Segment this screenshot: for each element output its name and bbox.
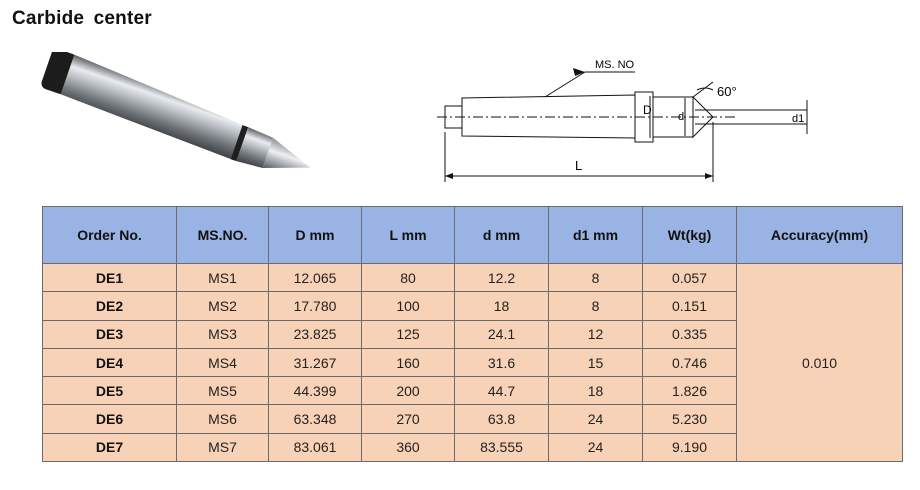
cell-d1: 15 [549, 348, 643, 376]
spec-table [42, 206, 903, 462]
cell-ms-no: MS7 [177, 433, 269, 461]
cell-wt: 1.826 [643, 377, 737, 405]
cell-d: 31.267 [269, 348, 362, 376]
cell-ms-no: MS2 [177, 292, 269, 320]
cell-d: 83.061 [269, 433, 362, 461]
cell-l: 270 [362, 405, 455, 433]
label-angle: 60° [717, 84, 737, 99]
cell-ms-no: MS1 [177, 264, 269, 292]
header-ms-no: MS.NO. [177, 207, 269, 264]
cell-d1: 18 [549, 377, 643, 405]
technical-drawing [435, 52, 815, 192]
cell-ms-no: MS3 [177, 320, 269, 348]
cell-order-no: DE7 [43, 433, 177, 461]
cell-d: 12.065 [269, 264, 362, 292]
cell-small-d: 18 [455, 292, 549, 320]
carbide-center-photo [28, 52, 348, 192]
cell-wt: 0.335 [643, 320, 737, 348]
cell-wt: 5.230 [643, 405, 737, 433]
header-order-no: Order No. [43, 207, 177, 264]
cell-d1: 8 [549, 264, 643, 292]
label-d1: d1 [792, 113, 805, 125]
cell-order-no: DE3 [43, 320, 177, 348]
page-title: Carbide center [12, 8, 152, 29]
cell-l: 125 [362, 320, 455, 348]
cell-ms-no: MS5 [177, 377, 269, 405]
cell-order-no: DE6 [43, 405, 177, 433]
cell-d1: 8 [549, 292, 643, 320]
cell-l: 100 [362, 292, 455, 320]
cell-d1: 12 [549, 320, 643, 348]
cell-small-d: 12.2 [455, 264, 549, 292]
table-row [43, 264, 903, 292]
cell-order-no: DE1 [43, 264, 177, 292]
cell-small-d: 63.8 [455, 405, 549, 433]
cell-small-d: 31.6 [455, 348, 549, 376]
cell-order-no: DE5 [43, 377, 177, 405]
header-accuracy: Accuracy(mm) [737, 207, 903, 264]
cell-l: 360 [362, 433, 455, 461]
cell-d: 23.825 [269, 320, 362, 348]
cell-d: 63.348 [269, 405, 362, 433]
label-d: d [678, 111, 685, 123]
header-small-d-mm: d mm [455, 207, 549, 264]
cell-d1: 24 [549, 405, 643, 433]
cell-order-no: DE4 [43, 348, 177, 376]
cell-accuracy: 0.010 [737, 264, 903, 462]
cell-wt: 0.746 [643, 348, 737, 376]
cell-small-d: 24.1 [455, 320, 549, 348]
label-msno: MS. NO [595, 59, 635, 71]
header-wt: Wt(kg) [643, 207, 737, 264]
header-l-mm: L mm [362, 207, 455, 264]
cell-small-d: 83.555 [455, 433, 549, 461]
label-L: L [575, 158, 583, 173]
cell-ms-no: MS6 [177, 405, 269, 433]
cell-d: 17.780 [269, 292, 362, 320]
cell-order-no: DE2 [43, 292, 177, 320]
cell-small-d: 44.7 [455, 377, 549, 405]
cell-l: 80 [362, 264, 455, 292]
table-header-row [43, 207, 903, 264]
cell-l: 160 [362, 348, 455, 376]
cell-d1: 24 [549, 433, 643, 461]
cell-wt: 9.190 [643, 433, 737, 461]
header-d1-mm: d1 mm [549, 207, 643, 264]
header-d-mm: D mm [269, 207, 362, 264]
cell-wt: 0.151 [643, 292, 737, 320]
cell-d: 44.399 [269, 377, 362, 405]
cell-l: 200 [362, 377, 455, 405]
cell-ms-no: MS4 [177, 348, 269, 376]
cell-wt: 0.057 [643, 264, 737, 292]
label-D: D [643, 103, 652, 117]
